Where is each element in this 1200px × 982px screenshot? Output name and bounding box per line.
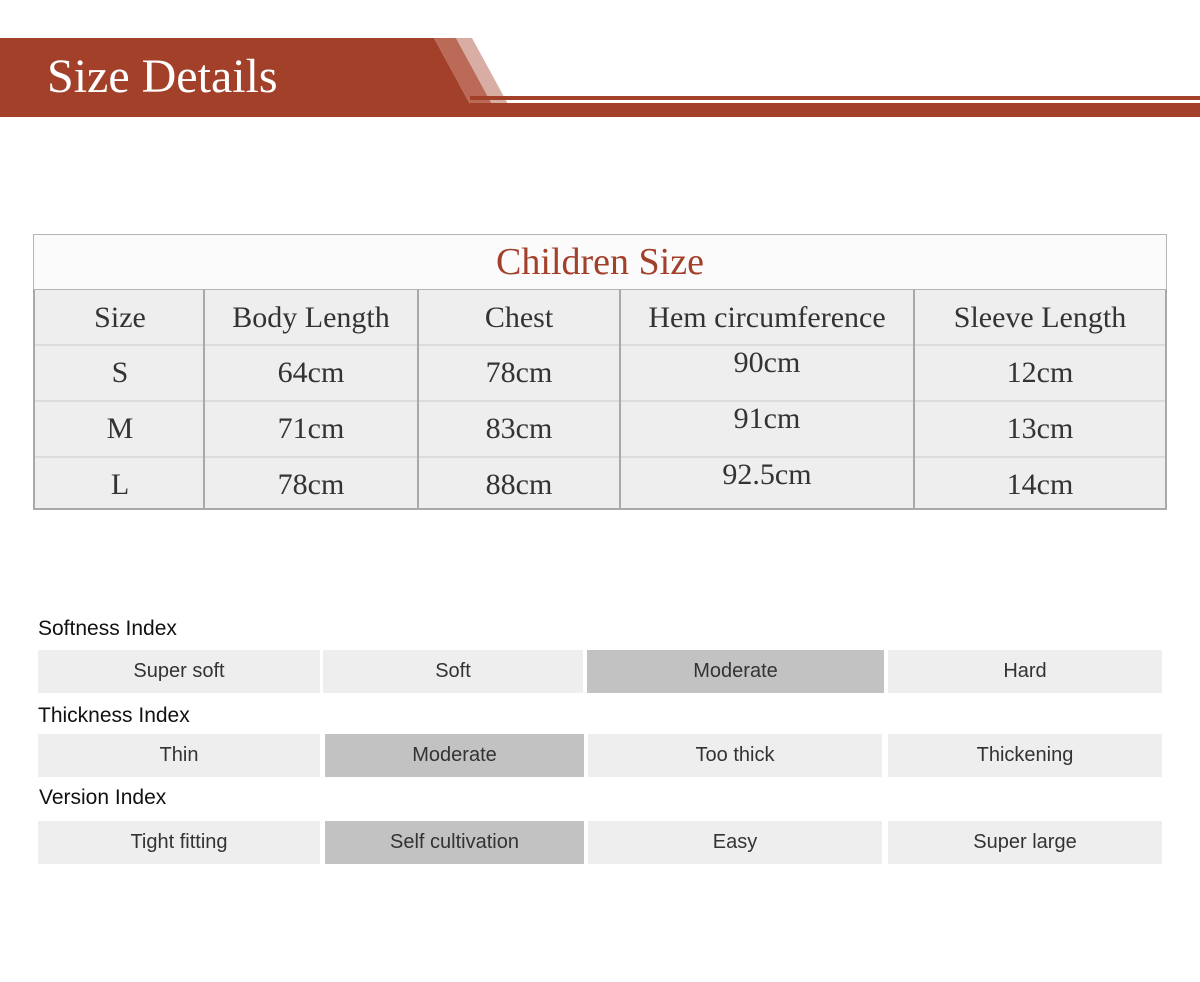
softness-option-hard: Hard (888, 650, 1162, 693)
version-index-label: Version Index (39, 786, 167, 809)
column-chest (417, 290, 619, 510)
page-title: Size Details (47, 50, 278, 103)
table-cell: 64cm (205, 344, 417, 400)
column-header: Hem circumference (648, 301, 886, 334)
table-cell: 12cm (915, 344, 1165, 400)
table-cell: M (35, 400, 205, 456)
thickness-index-scale (38, 734, 1162, 778)
column-body-length (203, 290, 417, 510)
thickness-index-label: Thickness Index (38, 704, 190, 727)
softness-option-moderate-selected: Moderate (587, 650, 884, 693)
table-title-row (33, 234, 1167, 290)
column-hem-circumference (619, 290, 913, 510)
column-header: Size (94, 301, 146, 334)
version-option-super-large: Super large (888, 821, 1162, 864)
column-size (33, 290, 205, 510)
column-sleeve-length (913, 290, 1167, 510)
table-cell: L (35, 456, 205, 512)
table-cell: 91cm (621, 400, 913, 456)
table-cell: 78cm (419, 344, 619, 400)
thickness-option-thin: Thin (38, 734, 320, 777)
column-header: Chest (484, 301, 554, 334)
table-cell: 88cm (419, 456, 619, 512)
softness-index-label: Softness Index (38, 617, 177, 640)
table-cell: 83cm (419, 400, 619, 456)
table-cell: S (35, 344, 205, 400)
column-header: Sleeve Length (953, 301, 1127, 334)
softness-option-super-soft: Super soft (38, 650, 320, 693)
table-cell: 90cm (621, 344, 913, 400)
thickness-option-too-thick: Too thick (588, 734, 882, 777)
table-cell: 78cm (205, 456, 417, 512)
version-option-self-cultivation-selected: Self cultivation (325, 821, 584, 864)
table-cell: 13cm (915, 400, 1165, 456)
version-index-scale (38, 821, 1162, 865)
version-option-easy: Easy (588, 821, 882, 864)
softness-option-soft: Soft (323, 650, 583, 693)
softness-index-scale (38, 650, 1162, 694)
version-option-tight-fitting: Tight fitting (38, 821, 320, 864)
banner-rule-thick (470, 103, 1200, 117)
thickness-option-thickening: Thickening (888, 734, 1162, 777)
thickness-option-moderate-selected: Moderate (325, 734, 584, 777)
table-cell: 71cm (205, 400, 417, 456)
table-title: Children Size (496, 241, 704, 283)
size-table (33, 234, 1167, 510)
table-cell: 92.5cm (621, 456, 913, 512)
table-cell: 14cm (915, 456, 1165, 512)
banner-rule-thin (470, 96, 1200, 100)
column-header: Body Length (232, 301, 390, 334)
header-banner (0, 38, 1200, 117)
